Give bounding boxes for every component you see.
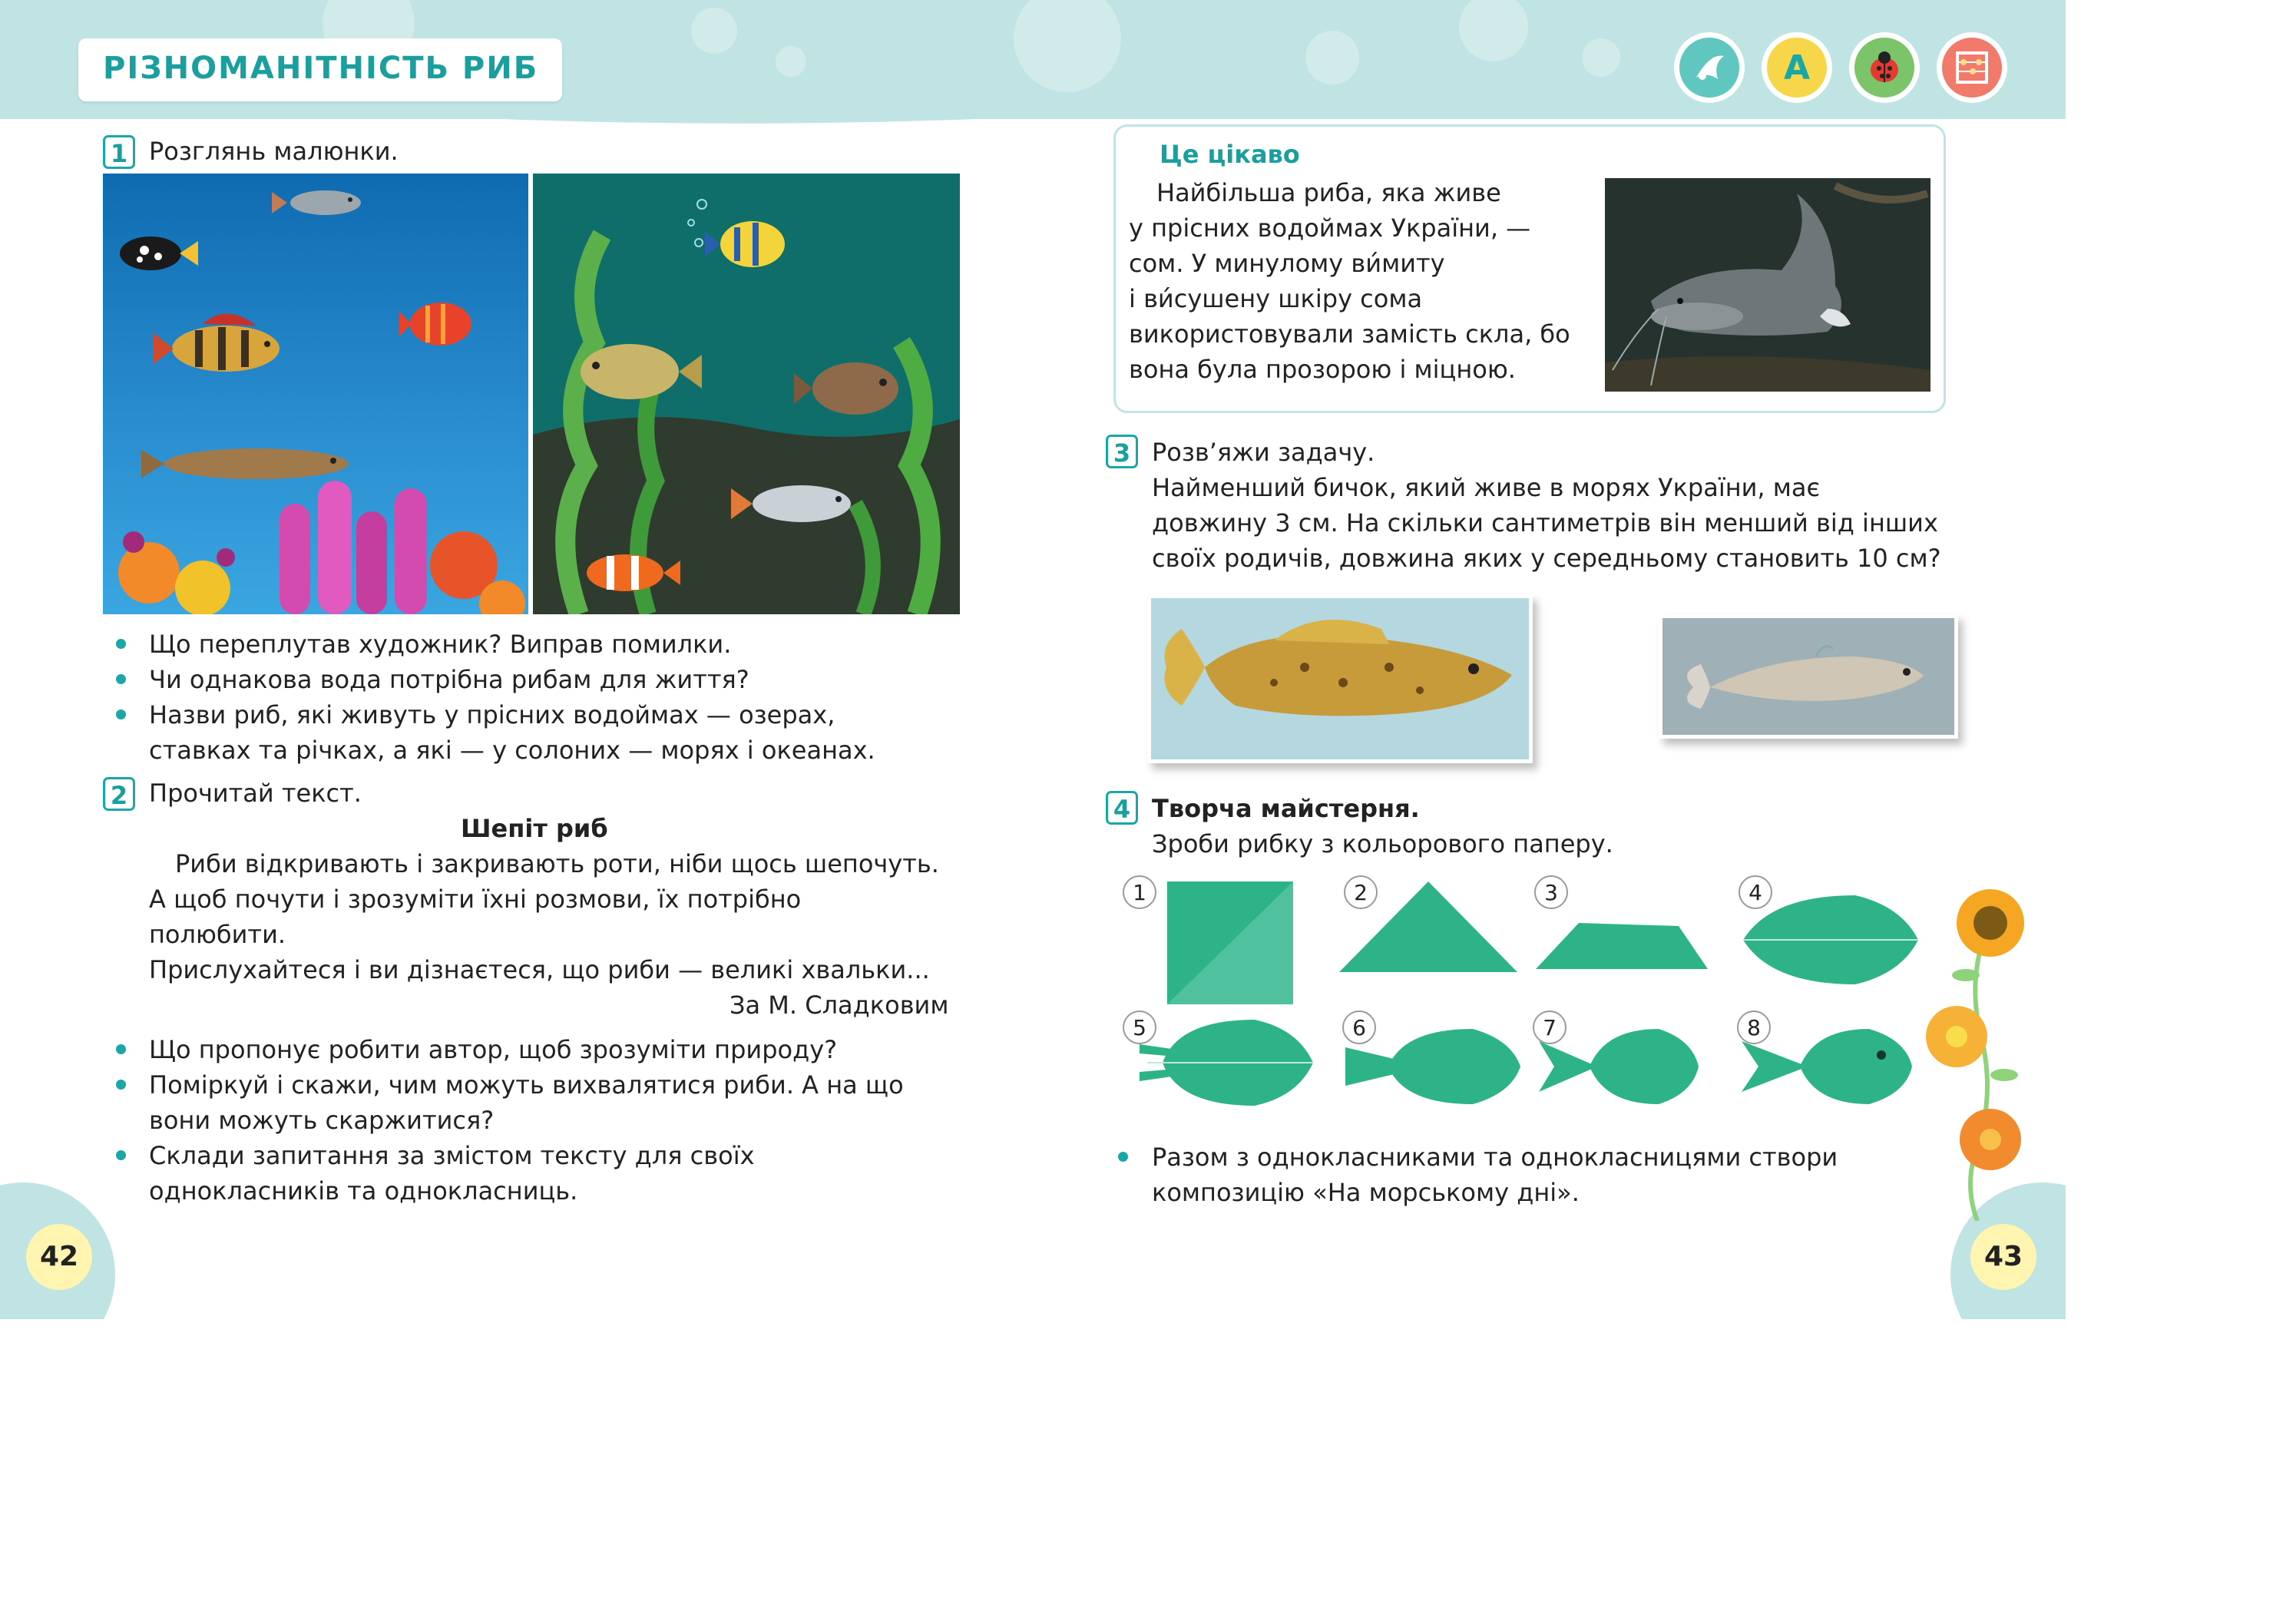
- sea-illustration: [103, 174, 528, 614]
- task1-heading: Розглянь малюнки.: [149, 137, 399, 166]
- page-number-right: 43: [1970, 1224, 2036, 1290]
- story-author: За М. Сладковим: [729, 991, 949, 1020]
- task2-question-cont: вони можуть скаржитися?: [149, 1106, 495, 1135]
- bullet: [116, 1150, 126, 1160]
- bullet: [116, 1044, 126, 1054]
- fact-line: сом. У минулому ви́миту: [1129, 249, 1445, 278]
- step-number: 3: [1534, 875, 1568, 909]
- sunflower-icon: [1957, 889, 2024, 957]
- catfish-photo: [1605, 178, 1930, 392]
- flower-decoration: [1920, 883, 2035, 1221]
- goby-large: [1165, 620, 1513, 716]
- step-number: 6: [1342, 1010, 1376, 1044]
- task1-bullet-2: Чи однакова вода потрібна рибам для життя?: [149, 665, 749, 694]
- story-title: Шепіт риб: [461, 814, 608, 843]
- fact-line: використовували замість скла, бо: [1129, 319, 1570, 349]
- task2-question: Поміркуй і скажи, чим можуть вихвалятися риби. А на що: [149, 1070, 904, 1100]
- bullet: [116, 709, 126, 719]
- task1-bullet-3: Назви риб, які живуть у прісних водоймах — озерах,: [149, 700, 835, 729]
- flower-icon: [1960, 1109, 2021, 1170]
- svg-text:A: A: [1783, 48, 1811, 88]
- task-number-4: 4: [1106, 791, 1138, 825]
- task-number-1: 1: [103, 135, 135, 169]
- origami-step-8: [1739, 1024, 1915, 1109]
- task1-bullet-1: Що переплутав художник? Виправ помилки.: [149, 630, 732, 659]
- step-number: 7: [1533, 1010, 1567, 1044]
- fact-line: у прісних водоймах України, —: [1129, 213, 1531, 243]
- step-number: 5: [1123, 1010, 1156, 1044]
- story-line: А щоб почути і зрозуміти їхні розмови, їх потрібно: [149, 885, 802, 914]
- task3-line: Найменший бичок, який живе в морях України, має: [1152, 473, 1821, 502]
- bullet: [116, 639, 126, 649]
- origami-step-7: [1536, 1024, 1702, 1109]
- fact-line: Найбільша риба, яка живе: [1156, 178, 1501, 207]
- origami-step-2: [1336, 878, 1520, 975]
- story-line: Риби відкривають і закривають роти, ніби щось шепочуть.: [175, 849, 939, 878]
- origami-step-1: [1164, 878, 1296, 1007]
- bullet: [116, 1080, 126, 1090]
- page-title-box: [78, 38, 562, 101]
- task-number-3: 3: [1106, 435, 1138, 468]
- step-number: 8: [1737, 1010, 1771, 1044]
- step-number: 4: [1739, 875, 1772, 909]
- step-number: 1: [1123, 875, 1156, 909]
- aquarium-illustration: [533, 174, 960, 614]
- bullet: [116, 674, 126, 684]
- fact-line: вона була прозорою і міцною.: [1129, 355, 1516, 384]
- task2-question: Склади запитання за змістом тексту для своїх: [149, 1141, 755, 1170]
- story-line: Прислухайтеся і ви дізнаєтеся, що риби — великі хвальки...: [149, 955, 930, 984]
- task4-subheading: Зроби рибку з кольорового паперу.: [1152, 829, 1613, 858]
- task4-final-line: композицію «На морському дні».: [1152, 1178, 1580, 1207]
- task2-question: Що пропонує робити автор, щоб зрозуміти природу?: [149, 1035, 838, 1064]
- ladybug-icon: [1849, 32, 1920, 103]
- task2-heading: Прочитай текст.: [149, 779, 362, 808]
- task4-heading: Творча майстерня.: [1152, 794, 1420, 823]
- letter-a-icon: [1762, 32, 1832, 103]
- task2-question-cont: однокласників та однокласниць.: [149, 1176, 578, 1206]
- abacus-icon: [1937, 32, 2007, 103]
- task-number-2: 2: [103, 777, 135, 811]
- flower-icon: [1926, 1006, 1987, 1067]
- goby-small: [1687, 647, 1924, 709]
- page-number-left: 42: [26, 1224, 92, 1290]
- task3-line: своїх родичів, довжина яких у середньому становить 10 см?: [1152, 544, 1941, 573]
- fact-line: і ви́сушену шкіру сома: [1129, 284, 1423, 313]
- story-line: полюбити.: [149, 920, 286, 949]
- goby-photo-small: [1659, 614, 1958, 739]
- scissors-icon: [1674, 32, 1745, 103]
- task3-line: довжину 3 см. На скільки сантиметрів він менший від інших: [1152, 508, 1938, 537]
- origami-step-3: [1533, 918, 1711, 972]
- task1-bullet-3-cont: ставках та річках, а які — у солоних — морях і океанах.: [149, 736, 875, 765]
- task3-heading: Розв’яжи задачу.: [1152, 438, 1375, 467]
- page-title: РІЗНОМАНІТНІСТЬ РИБ: [103, 51, 539, 86]
- origami-step-5: [1140, 1014, 1316, 1112]
- goby-photo-large: [1147, 594, 1533, 763]
- origami-step-4: [1740, 891, 1921, 989]
- task4-final-line: Разом з однокласниками та однокласницями створи: [1152, 1143, 1838, 1172]
- step-number: 2: [1344, 875, 1378, 909]
- interesting-label: Це цікаво: [1160, 140, 1300, 169]
- origami-step-6: [1342, 1024, 1523, 1109]
- bullet: [1118, 1152, 1128, 1162]
